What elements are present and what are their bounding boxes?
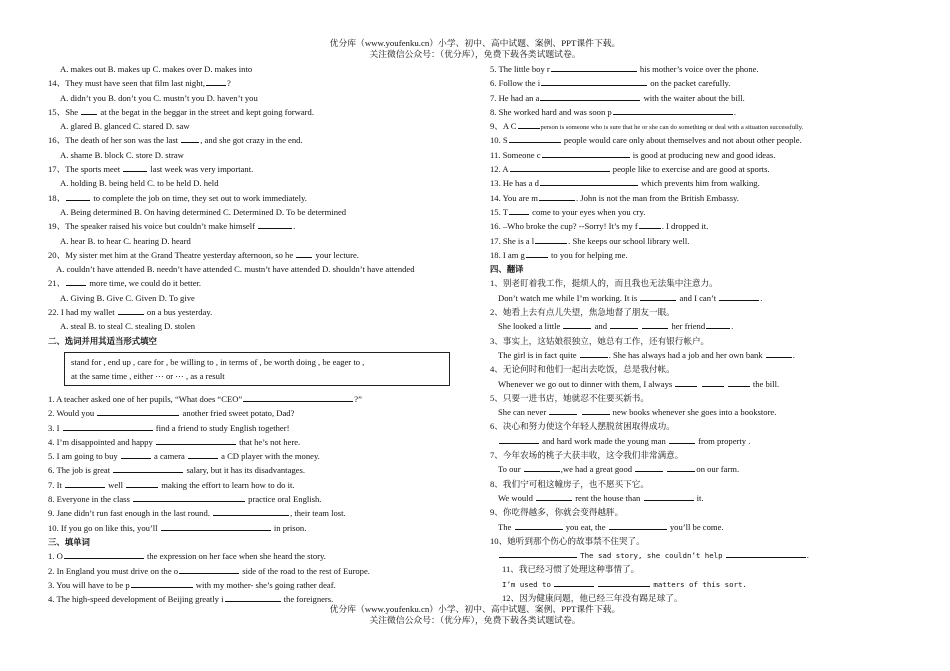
word-2: 2. In England you must drive on the o side of the road to the rest of Europe. [48,565,370,576]
word-15: 15. T come to your eyes when you cry. [490,206,646,217]
q16-options: A. shame B. block C. store D. straw [60,149,184,160]
q21: 21、 more time, we could do it better. [48,278,202,289]
header-line-2: 关注微信公众号：（优分库），免费下载各类试题试卷。 [369,49,581,59]
trans-4-en: Whenever we go out to dinner with them, I always the bill. [498,378,780,389]
q15: 15、She at the begat in the beggar in the street and kept going forward. [48,106,314,117]
trans-8-en: We would rent the house than it. [498,492,704,503]
fill-5: 5. I am going to buy a camera a CD player with the money. [48,451,320,462]
trans-2-en: She looked a little and her friend . [498,321,734,332]
q18: 18、 to complete the job on time, they set out to work immediately. [48,192,307,203]
word-16: 16. –Who broke the cup? --Sorry! It’s my f . I dropped it. [490,221,709,232]
trans-11-cn: 11、我已经习惯了处理这种事情了。 [502,564,640,575]
q14: 14、They must have seen that film last night, ? [48,78,231,89]
fill-4: 4. I’m disappointed and happy that he’s not here. [48,436,301,447]
trans-5-en: She can never new books whenever she goes into a bookstore. [498,407,777,418]
q14-options: A. didn’t you B. don’t you C. mustn’t you D. haven’t you [60,92,258,103]
word-10: 10. S people would care only about themselves and not about other people. [490,135,802,146]
word-4: 4. The high-speed development of Beijing greatly i the foreigners. [48,594,334,605]
section-4-title: 四、翻译 [490,264,524,275]
trans-6-en: and hard work made the young man from property . [490,434,910,448]
word-14: 14. You are m . John is not the man from the British Embassy. [490,192,739,203]
fill-6: 6. The job is great salary, but it has its disadvantages. [48,465,305,476]
fill-10: 10. If you go on like this, you’ll in prison. [48,522,307,533]
trans-3-en: The girl is in fact quite . She has always had a job and her own bank . [498,349,795,360]
trans-9-en: The you eat, the you’ll be come. [498,521,724,532]
trans-9-cn: 9、你吃得越多，你就会变得越胖。 [490,507,624,518]
trans-4-cn: 4、无论何时和他们一起出去吃饭，总是我付帐。 [490,364,675,375]
right-column [490,62,910,605]
trans-6-cn: 6、决心和努力使这个年轻人摆脱贫困取得成功。 [490,421,675,432]
word-7: 7. He had an a with the waiter about the bill. [490,92,745,103]
section-3-title: 三、填单词 [48,536,90,547]
q13-options: A. makes out B. makes up C. makes over D. makes into [60,64,253,74]
footer-line-1: 优分库（www.youfenku.cn）小学、初中、高中试题、案例、PPT课件下载。 [329,604,621,614]
trans-1-cn: 1、别老盯着我工作，挺烦人的，而且我也无法集中注意力。 [490,278,718,289]
q17: 17、The sports meet last week was very important. [48,164,254,175]
word-1: 1. O the expression on her face when she heard the story. [48,551,326,562]
trans-10-en: The sad story, she couldn’t help . [490,548,910,562]
word-8: 8. She worked hard and was soon p . [490,106,736,117]
q20-options: A. couldn’t have attended B. needn’t have attended C. mustn’t have attended D. shouldn’t have attended [56,264,415,275]
header-line-1: 优分库（www.youfenku.cn）小学、初中、高中试题、案例、PPT课件下载。 [329,38,621,48]
word-12: 12. A people like to exercise and are good at sports. [490,164,770,175]
footer-line-2: 关注微信公众号：（优分库），免费下载各类试题试卷。 [369,615,581,625]
fill-7: 7. It well making the effort to learn how to do it. [48,479,295,490]
trans-7-en: To our ,we had a great good on our farm. [498,464,740,475]
q20: 20、My sister met him at the Grand Theatre yesterday afternoon, so he your lecture. [48,249,359,260]
fill-9: 9. Jane didn’t run fast enough in the last round. , their team lost. [48,508,346,519]
section-2-title: 二、选词并用其适当形式填空 [48,335,157,346]
fill-8: 8. Everyone in the class practice oral English. [48,494,322,505]
trans-5-cn: 5、只要一进书店，她就忍不住要买新书。 [490,392,649,403]
trans-10-cn: 10、她听到那个伤心的故事禁不住哭了。 [490,535,645,546]
word-box [64,352,450,386]
q19-options: A. hear B. to hear C. hearing D. heard [60,235,191,246]
q17-options: A. holding B. being held C. to be held D. held [60,178,219,189]
trans-8-cn: 8、我们宁可租这幢房子，也不愿买下它。 [490,478,649,489]
trans-3-cn: 3、事实上，这姑娘很独立，她总有工作，还有银行帐户。 [490,335,710,346]
word-9: 9、A C person is someone who is sure that he or she can do something or deal with a situation successfully. [490,121,804,132]
q22-options: A. steal B. to steal C. stealing D. stolen [60,321,196,332]
word-11: 11. Someone c is good at producing new and good ideas. [490,149,776,160]
word-13: 13. He has a d which prevents him from walking. [490,178,760,189]
fill-3: 3. I find a friend to study English together! [48,422,290,433]
trans-7-cn: 7、今年农场的桃子大获丰收，这令我们非常满意。 [490,450,684,461]
page-footer [0,604,950,626]
q22: 22. I had my wallet on a bus yesterday. [48,307,213,318]
word-box-line-1: stand for , end up , care for , be willing to , in terms of , be worth doing , be eager to , [71,356,365,367]
left-column [48,62,470,606]
word-17: 17. She is a l . She keeps our school library well. [490,235,690,246]
fill-1: 1. A teacher asked one of her pupils, “What does “CEO” ?” [48,393,362,404]
page-header [0,38,950,60]
word-18: 18. I am g to you for helping me. [490,249,628,260]
q16: 16、The death of her son was the last , and she got crazy in the end. [48,135,303,146]
q21-options: A. Giving B. Give C. Given D. To give [60,292,195,303]
word-5: 5. The little boy r his mother’s voice over the phone. [490,64,759,74]
word-6: 6. Follow the i on the packet carefully. [490,78,731,89]
trans-11-en: I’m used to matters of this sort. [490,577,910,591]
word-box-line-2: at the same time , either ⋯ or ⋯ , as a result [71,370,225,381]
word-3: 3. You will have to be p with my mother- she’s going rather deaf. [48,579,336,590]
trans-12-cn: 12、因为健康问题，他已经三年没有踢足球了。 [502,592,683,603]
q15-options: A. glared B. glanced C. stared D. saw [60,121,190,132]
q18-options: A. Being determined B. On having determined C. Determined D. To be determined [60,206,347,217]
trans-1-en: Don’t watch me while I’m working. It is and I can’t . [498,292,763,303]
q19: 19、The speaker raised his voice but couldn’t make himself . [48,221,296,232]
trans-2-cn: 2、她看上去有点儿失望，焦急地督了朋友一眼。 [490,307,675,318]
fill-2: 2. Would you another fried sweet potato, Dad? [48,408,295,419]
